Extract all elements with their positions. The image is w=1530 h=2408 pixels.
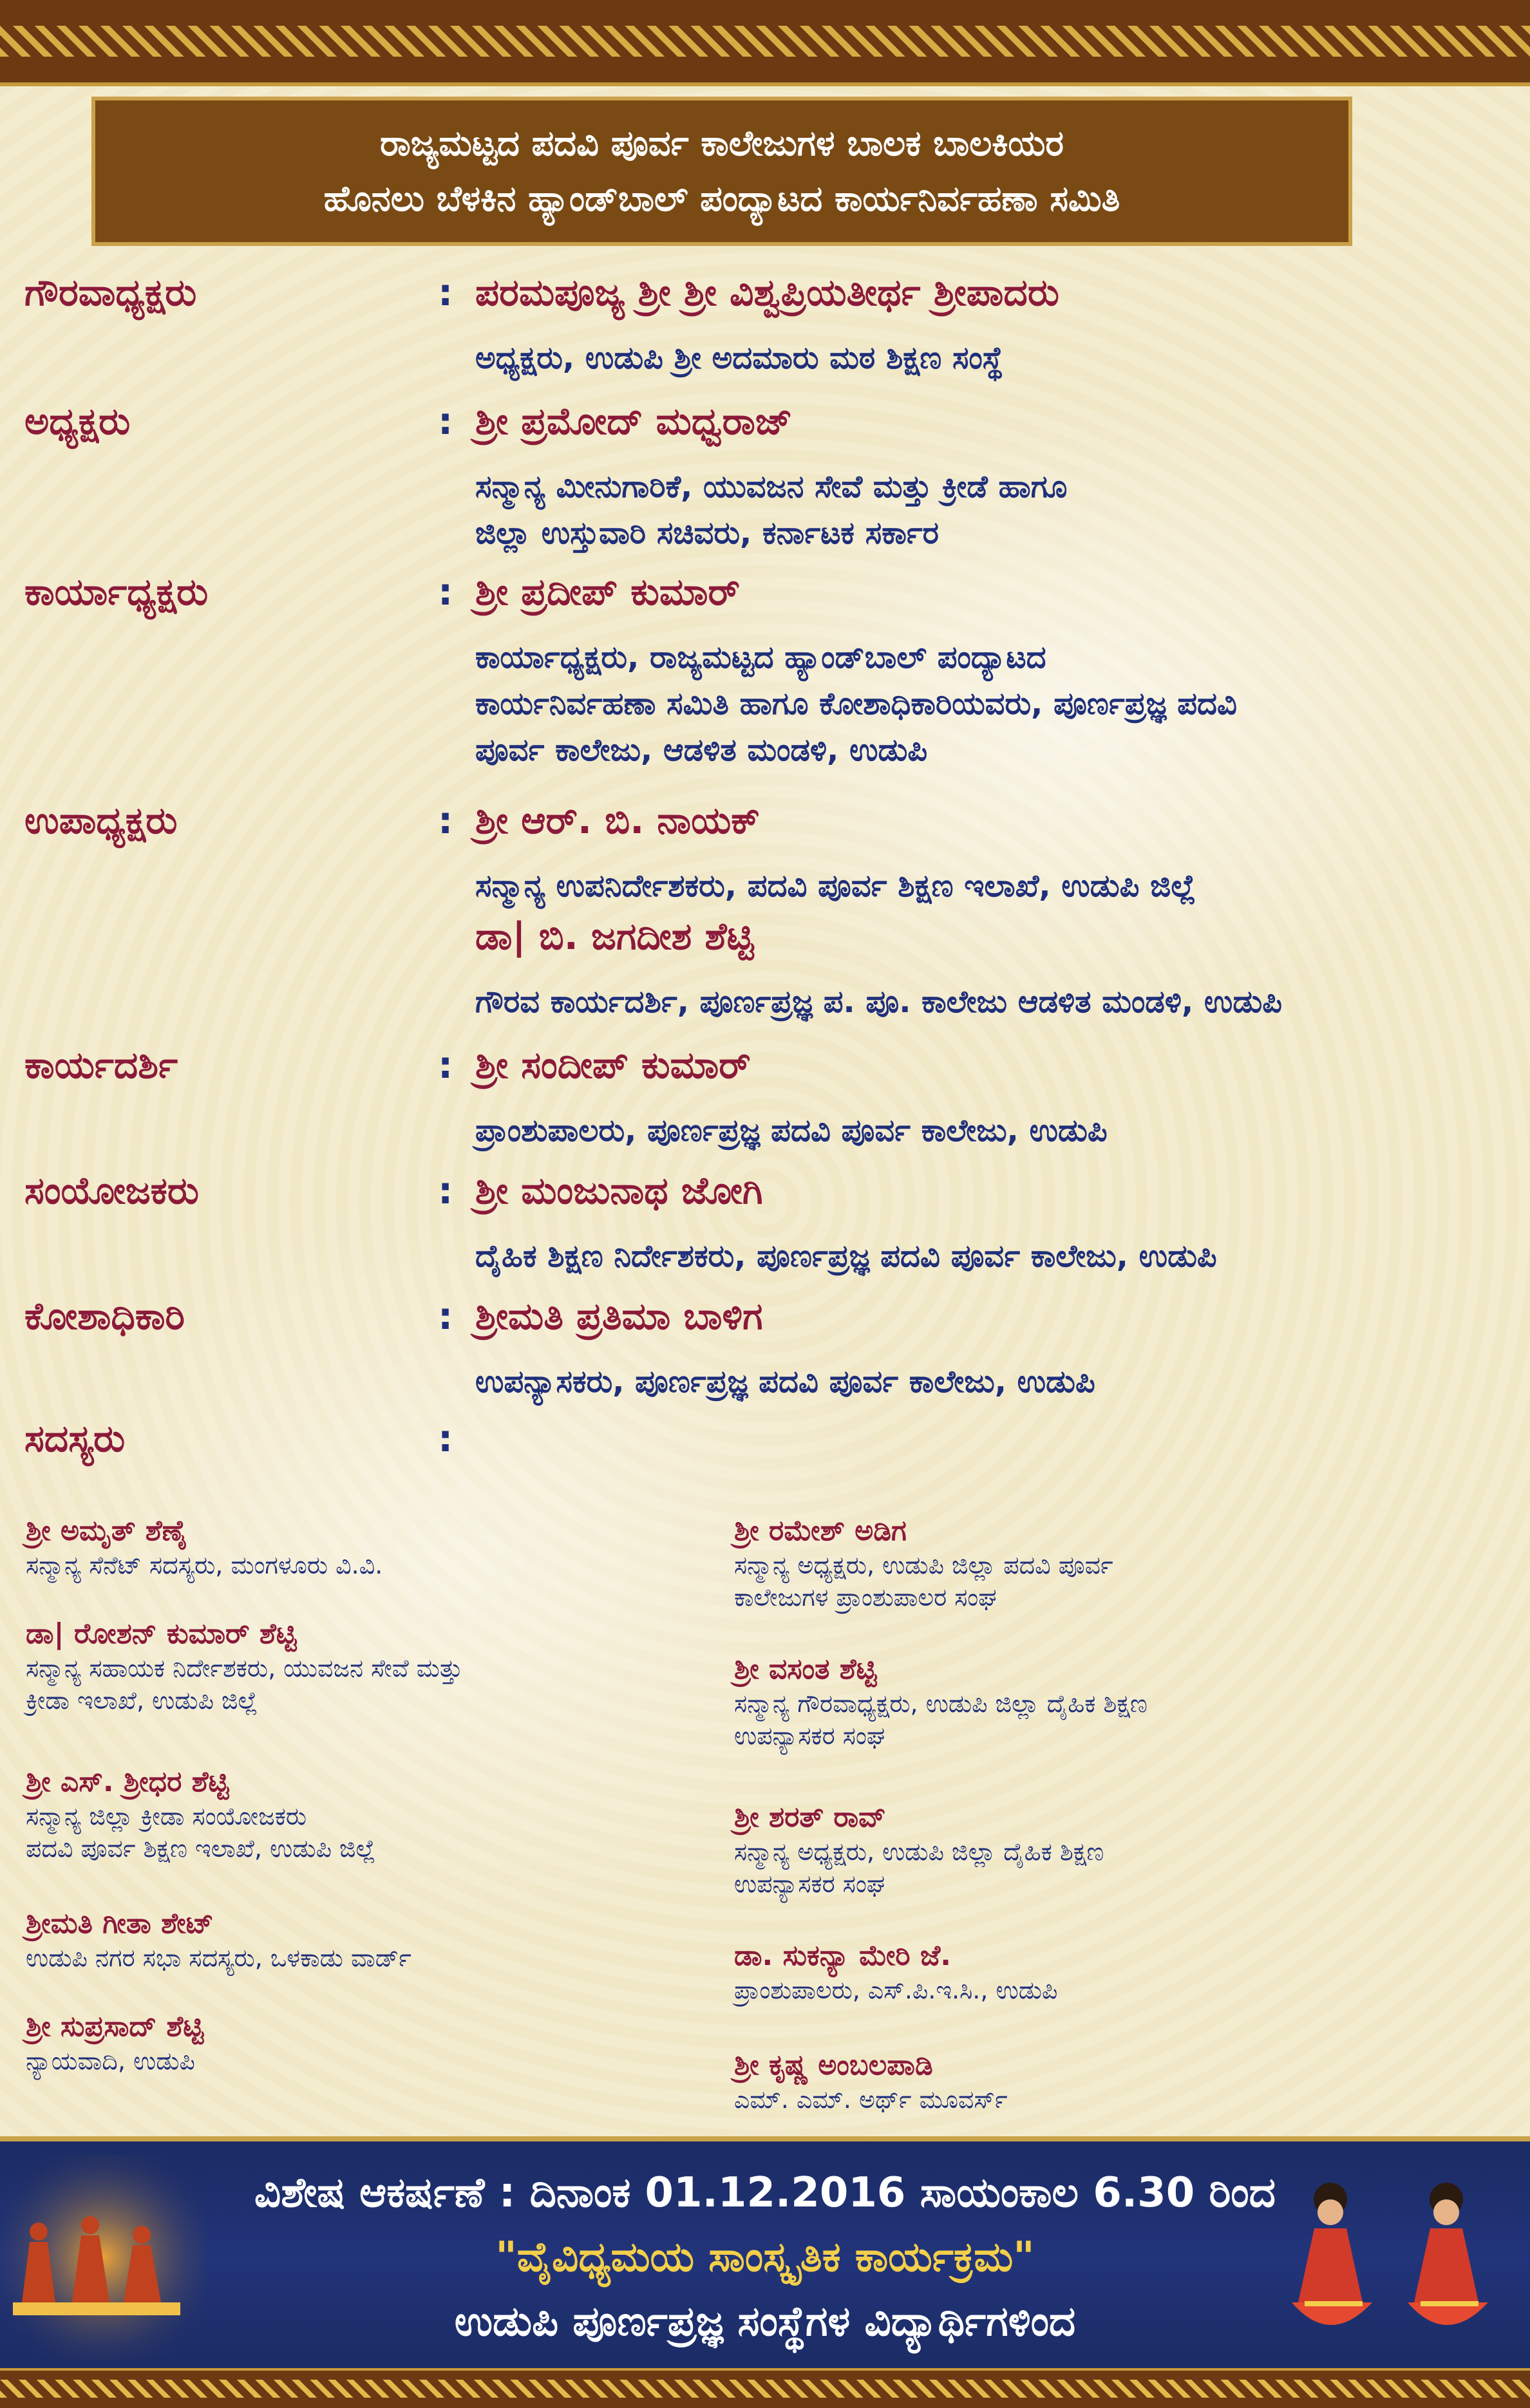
- member-item: [26, 1906, 411, 1974]
- member-desc: ಪ್ರಾಂಶುಪಾಲರು, ಎಸ್.ಪಿ.ಇ.ಸಿ., ಉಡುಪಿ: [734, 1976, 1058, 2004]
- person-name: ಪರಮಪೂಜ್ಯ ಶ್ರೀ ಶ್ರೀ ವಿಶ್ವಪ್ರಿಯತೀರ್ಥ ಶ್ರೀಪಾದರು: [475, 270, 1059, 314]
- person-desc: ಪ್ರಾಂಶುಪಾಲರು, ಪೂರ್ಣಪ್ರಜ್ಞ ಪದವಿ ಪೂರ್ವ ಕಾಲೇಜು, ಉಡುಪಿ: [475, 1113, 1108, 1149]
- title-line-1: ರಾಜ್ಯಮಟ್ಟದ ಪದವಿ ಪೂರ್ವ ಕಾಲೇಜುಗಳ ಬಾಲಕ ಬಾಲಕಿಯರ: [380, 123, 1064, 164]
- person-name: ಶ್ರೀ ಪ್ರದೀಪ್ ಕುಮಾರ್: [475, 570, 740, 614]
- person-desc: ಉಪನ್ಯಾಸಕರು, ಪೂರ್ಣಪ್ರಜ್ಞ ಪದವಿ ಪೂರ್ವ ಕಾಲೇಜು, ಉಡುಪಿ: [475, 1364, 1095, 1400]
- member-name: ಡಾ| ರೋಶನ್ ಕುಮಾರ್ ಶೆಟ್ಟಿ: [26, 1617, 297, 1650]
- member-item: [734, 1651, 1148, 1752]
- member-name: ಶ್ರೀ ರಮೇಶ್ ಅಡಿಗ: [734, 1514, 907, 1547]
- person-desc: ಸನ್ಮಾನ್ಯ ಮೀನುಗಾರಿಕೆ, ಯುವಜನ ಸೇವೆ ಮತ್ತು ಕ್ರೀಡೆ ಹಾಗೂ: [475, 469, 1068, 505]
- title-line-2: ಹೊನಲು ಬೆಳಕಿನ ಹ್ಯಾಂಡ್‌ಬಾಲ್ ಪಂದ್ಯಾಟದ ಕಾರ್ಯನಿರ್ವಹಣಾ ಸಮಿತಿ: [323, 178, 1120, 219]
- person-desc-second: ಗೌರವ ಕಾರ್ಯದರ್ಶಿ, ಪೂರ್ಣಪ್ರಜ್ಞ ಪ. ಪೂ. ಕಾಲೇಜು ಆಡಳಿತ ಮಂಡಳಿ, ಉಡುಪಿ: [475, 984, 1282, 1020]
- person-name: ಶ್ರೀ ಪ್ರಮೋದ್ ಮಧ್ವರಾಜ್: [475, 399, 793, 443]
- footer-line-3: ಉಡುಪಿ ಪೂರ್ಣಪ್ರಜ್ಞ ಸಂಸ್ಥೆಗಳ ವಿದ್ಯಾರ್ಥಿಗಳಿಂದ: [454, 2298, 1076, 2346]
- footer-line-2: "ವೈವಿಧ್ಯಮಯ ಸಾಂಸ್ಕೃತಿಕ ಕಾರ್ಯಕ್ರಮ": [495, 2234, 1035, 2281]
- colon: :: [438, 570, 453, 614]
- member-name: ಶ್ರೀ ಅಮೃತ್ ಶೆಣೈ: [26, 1514, 188, 1547]
- colon: :: [438, 1294, 453, 1338]
- person-desc: ಜಿಲ್ಲಾ ಉಸ್ತುವಾರಿ ಸಚಿವರು, ಕರ್ನಾಟಕ ಸರ್ಕಾರ: [475, 515, 940, 551]
- member-name: ಶ್ರೀ ಸುಪ್ರಸಾದ್ ಶೆಟ್ಟಿ: [26, 2010, 204, 2043]
- member-name: ಶ್ರೀ ಶರತ್ ರಾವ್: [734, 1801, 886, 1834]
- member-desc: ಸನ್ಮಾನ್ಯ ಅಧ್ಯಕ್ಷರು, ಉಡುಪಿ ಜಿಲ್ಲಾ ದೈಹಿಕ ಶಿಕ್ಷಣ: [734, 1838, 1104, 1866]
- person-name: ಶ್ರೀ ಸಂದೀಪ್ ಕುಮಾರ್: [475, 1043, 751, 1087]
- colon: :: [438, 1169, 453, 1212]
- member-item: [734, 1938, 1057, 2006]
- person-desc: ಪೂರ್ವ ಕಾಲೇಜು, ಆಡಳಿತ ಮಂಡಳಿ, ಉಡುಪಿ: [475, 732, 928, 768]
- title-banner: [91, 97, 1352, 246]
- member-desc: ಸನ್ಮಾನ್ಯ ಸೆನೆಟ್ ಸದಸ್ಯರು, ಮಂಗಳೂರು ವಿ.ವಿ.: [26, 1551, 383, 1579]
- bottom-decorative-border: [0, 2368, 1530, 2408]
- member-name: ಡಾ. ಸುಕನ್ಯಾ ಮೇರಿ ಜೆ.: [734, 1939, 952, 1972]
- member-desc: ಸನ್ಮಾನ್ಯ ಜಿಲ್ಲಾ ಕ್ರೀಡಾ ಸಂಯೋಜಕರು: [26, 1802, 307, 1830]
- person-name: ಶ್ರೀ ಮಂಜುನಾಥ ಜೋಗಿ: [475, 1169, 763, 1212]
- member-desc: ಉಪನ್ಯಾಸಕರ ಸಂಘ: [734, 1722, 885, 1750]
- member-desc: ಸನ್ಮಾನ್ಯ ಗೌರವಾಧ್ಯಕ್ಷರು, ಉಡುಪಿ ಜಿಲ್ಲಾ ದೈಹಿಕ ಶಿಕ್ಷಣ: [734, 1689, 1148, 1718]
- member-name: ಶ್ರೀ ಕೃಷ್ಣ ಅಂಬಲಪಾಡಿ: [734, 2049, 933, 2082]
- person-desc: ದೈಹಿಕ ಶಿಕ್ಷಣ ನಿರ್ದೇಶಕರು, ಪೂರ್ಣಪ್ರಜ್ಞ ಪದವಿ ಪೂರ್ವ ಕಾಲೇಜು, ಉಡುಪಿ: [475, 1238, 1217, 1274]
- member-desc: ಉಪನ್ಯಾಸಕರ ಸಂಘ: [734, 1870, 885, 1898]
- role-label: ಕೋಶಾಧಿಕಾರಿ: [24, 1294, 185, 1338]
- member-desc: ಕಾಲೇಜುಗಳ ಪ್ರಾಂಶುಪಾಲರ ಸಂಘ: [734, 1583, 997, 1612]
- person-desc: ಸನ್ಮಾನ್ಯ ಉಪನಿರ್ದೇಶಕರು, ಪದವಿ ಪೂರ್ವ ಶಿಕ್ಷಣ ಇಲಾಖೆ, ಉಡುಪಿ ಜಿಲ್ಲೆ: [475, 868, 1196, 904]
- person-desc: ಕಾರ್ಯನಿರ್ವಹಣಾ ಸಮಿತಿ ಹಾಗೂ ಕೋಶಾಧಿಕಾರಿಯವರು, ಪೂರ್ಣಪ್ರಜ್ಞ ಪದವಿ: [475, 686, 1237, 722]
- member-item: [734, 2047, 1008, 2116]
- member-desc: ಪದವಿ ಪೂರ್ವ ಶಿಕ್ಷಣ ಇಲಾಖೆ, ಉಡುಪಿ ಜಿಲ್ಲೆ: [26, 1834, 376, 1863]
- member-item: [26, 1513, 382, 1581]
- member-item: [26, 2009, 203, 2077]
- person-name: ಶ್ರೀ ಆರ್. ಬಿ. ನಾಯಕ್: [475, 798, 760, 842]
- person-name-second: ಡಾ| ಬಿ. ಜಗದೀಶ ಶೆಟ್ಟಿ: [475, 914, 754, 958]
- member-name: ಶ್ರೀ ವಸಂತ ಶೆಟ್ಟಿ: [734, 1653, 877, 1686]
- footer-line-1: ವಿಶೇಷ ಆಕರ್ಷಣೆ : ದಿನಾಂಕ 01.12.2016 ಸಾಯಂಕಾಲ 6.30 ರಿಂದ: [254, 2169, 1276, 2217]
- colon: :: [438, 1416, 453, 1460]
- member-item: [26, 1764, 375, 1865]
- member-desc: ಸನ್ಮಾನ್ಯ ಅಧ್ಯಕ್ಷರು, ಉಡುಪಿ ಜಿಲ್ಲಾ ಪದವಿ ಪೂರ್ವ: [734, 1551, 1113, 1579]
- member-desc: ನ್ಯಾಯವಾದಿ, ಉಡುಪಿ: [26, 2047, 195, 2075]
- role-label: ಸಂಯೋಜಕರು: [24, 1169, 199, 1212]
- member-item: [26, 1616, 462, 1717]
- bottom-border-pattern: [0, 2380, 1530, 2398]
- role-label: ಉಪಾಧ್ಯಕ್ಷರು: [24, 798, 178, 842]
- top-decorative-border: [0, 0, 1530, 86]
- top-border-pattern: [0, 26, 1530, 57]
- person-desc: ಕಾರ್ಯಾಧ್ಯಕ್ಷರು, ರಾಜ್ಯಮಟ್ಟದ ಹ್ಯಾಂಡ್‌ಬಾಲ್ ಪಂದ್ಯಾಟದ: [475, 639, 1046, 675]
- colon: :: [438, 798, 453, 842]
- role-label: ಗೌರವಾಧ್ಯಕ್ಷರು: [24, 270, 197, 314]
- member-desc: ಕ್ರೀಡಾ ಇಲಾಖೆ, ಉಡುಪಿ ಜಿಲ್ಲೆ: [26, 1686, 258, 1715]
- footer-banner: [0, 2136, 1530, 2373]
- colon: :: [438, 270, 453, 314]
- member-desc: ಉಡುಪಿ ನಗರ ಸಭಾ ಸದಸ್ಯರು, ಒಳಕಾಡು ವಾರ್ಡ್: [26, 1944, 411, 1972]
- member-name: ಶ್ರೀ ಎಸ್. ಶ್ರೀಧರ ಶೆಟ್ಟಿ: [26, 1765, 229, 1798]
- person-name: ಶ್ರೀಮತಿ ಪ್ರತಿಮಾ ಬಾಳಿಗ: [475, 1294, 763, 1338]
- member-name: ಶ್ರೀಮತಿ ಗೀತಾ ಶೇಟ್: [26, 1907, 214, 1940]
- colon: :: [438, 399, 453, 443]
- person-desc: ಅಧ್ಯಕ್ಷರು, ಉಡುಪಿ ಶ್ರೀ ಅದಮಾರು ಮಠ ಶಿಕ್ಷಣ ಸಂಸ್ಥೆ: [475, 340, 1004, 376]
- member-item: [734, 1513, 1113, 1613]
- colon: :: [438, 1043, 453, 1087]
- member-item: [734, 1800, 1104, 1900]
- member-desc: ಸನ್ಮಾನ್ಯ ಸಹಾಯಕ ನಿರ್ದೇಶಕರು, ಯುವಜನ ಸೇವೆ ಮತ್ತು: [26, 1654, 463, 1682]
- role-label: ಸದಸ್ಯರು: [24, 1416, 126, 1460]
- footer-text-block: [0, 2141, 1530, 2373]
- member-desc: ಎಮ್. ಎಮ್. ಅರ್ಥ್ ಮೂವರ್ಸ್: [734, 2085, 1008, 2114]
- role-label: ಕಾರ್ಯಾಧ್ಯಕ್ಷರು: [24, 570, 209, 614]
- role-label: ಅಧ್ಯಕ್ಷರು: [24, 399, 131, 443]
- role-label: ಕಾರ್ಯದರ್ಶಿ: [24, 1043, 178, 1087]
